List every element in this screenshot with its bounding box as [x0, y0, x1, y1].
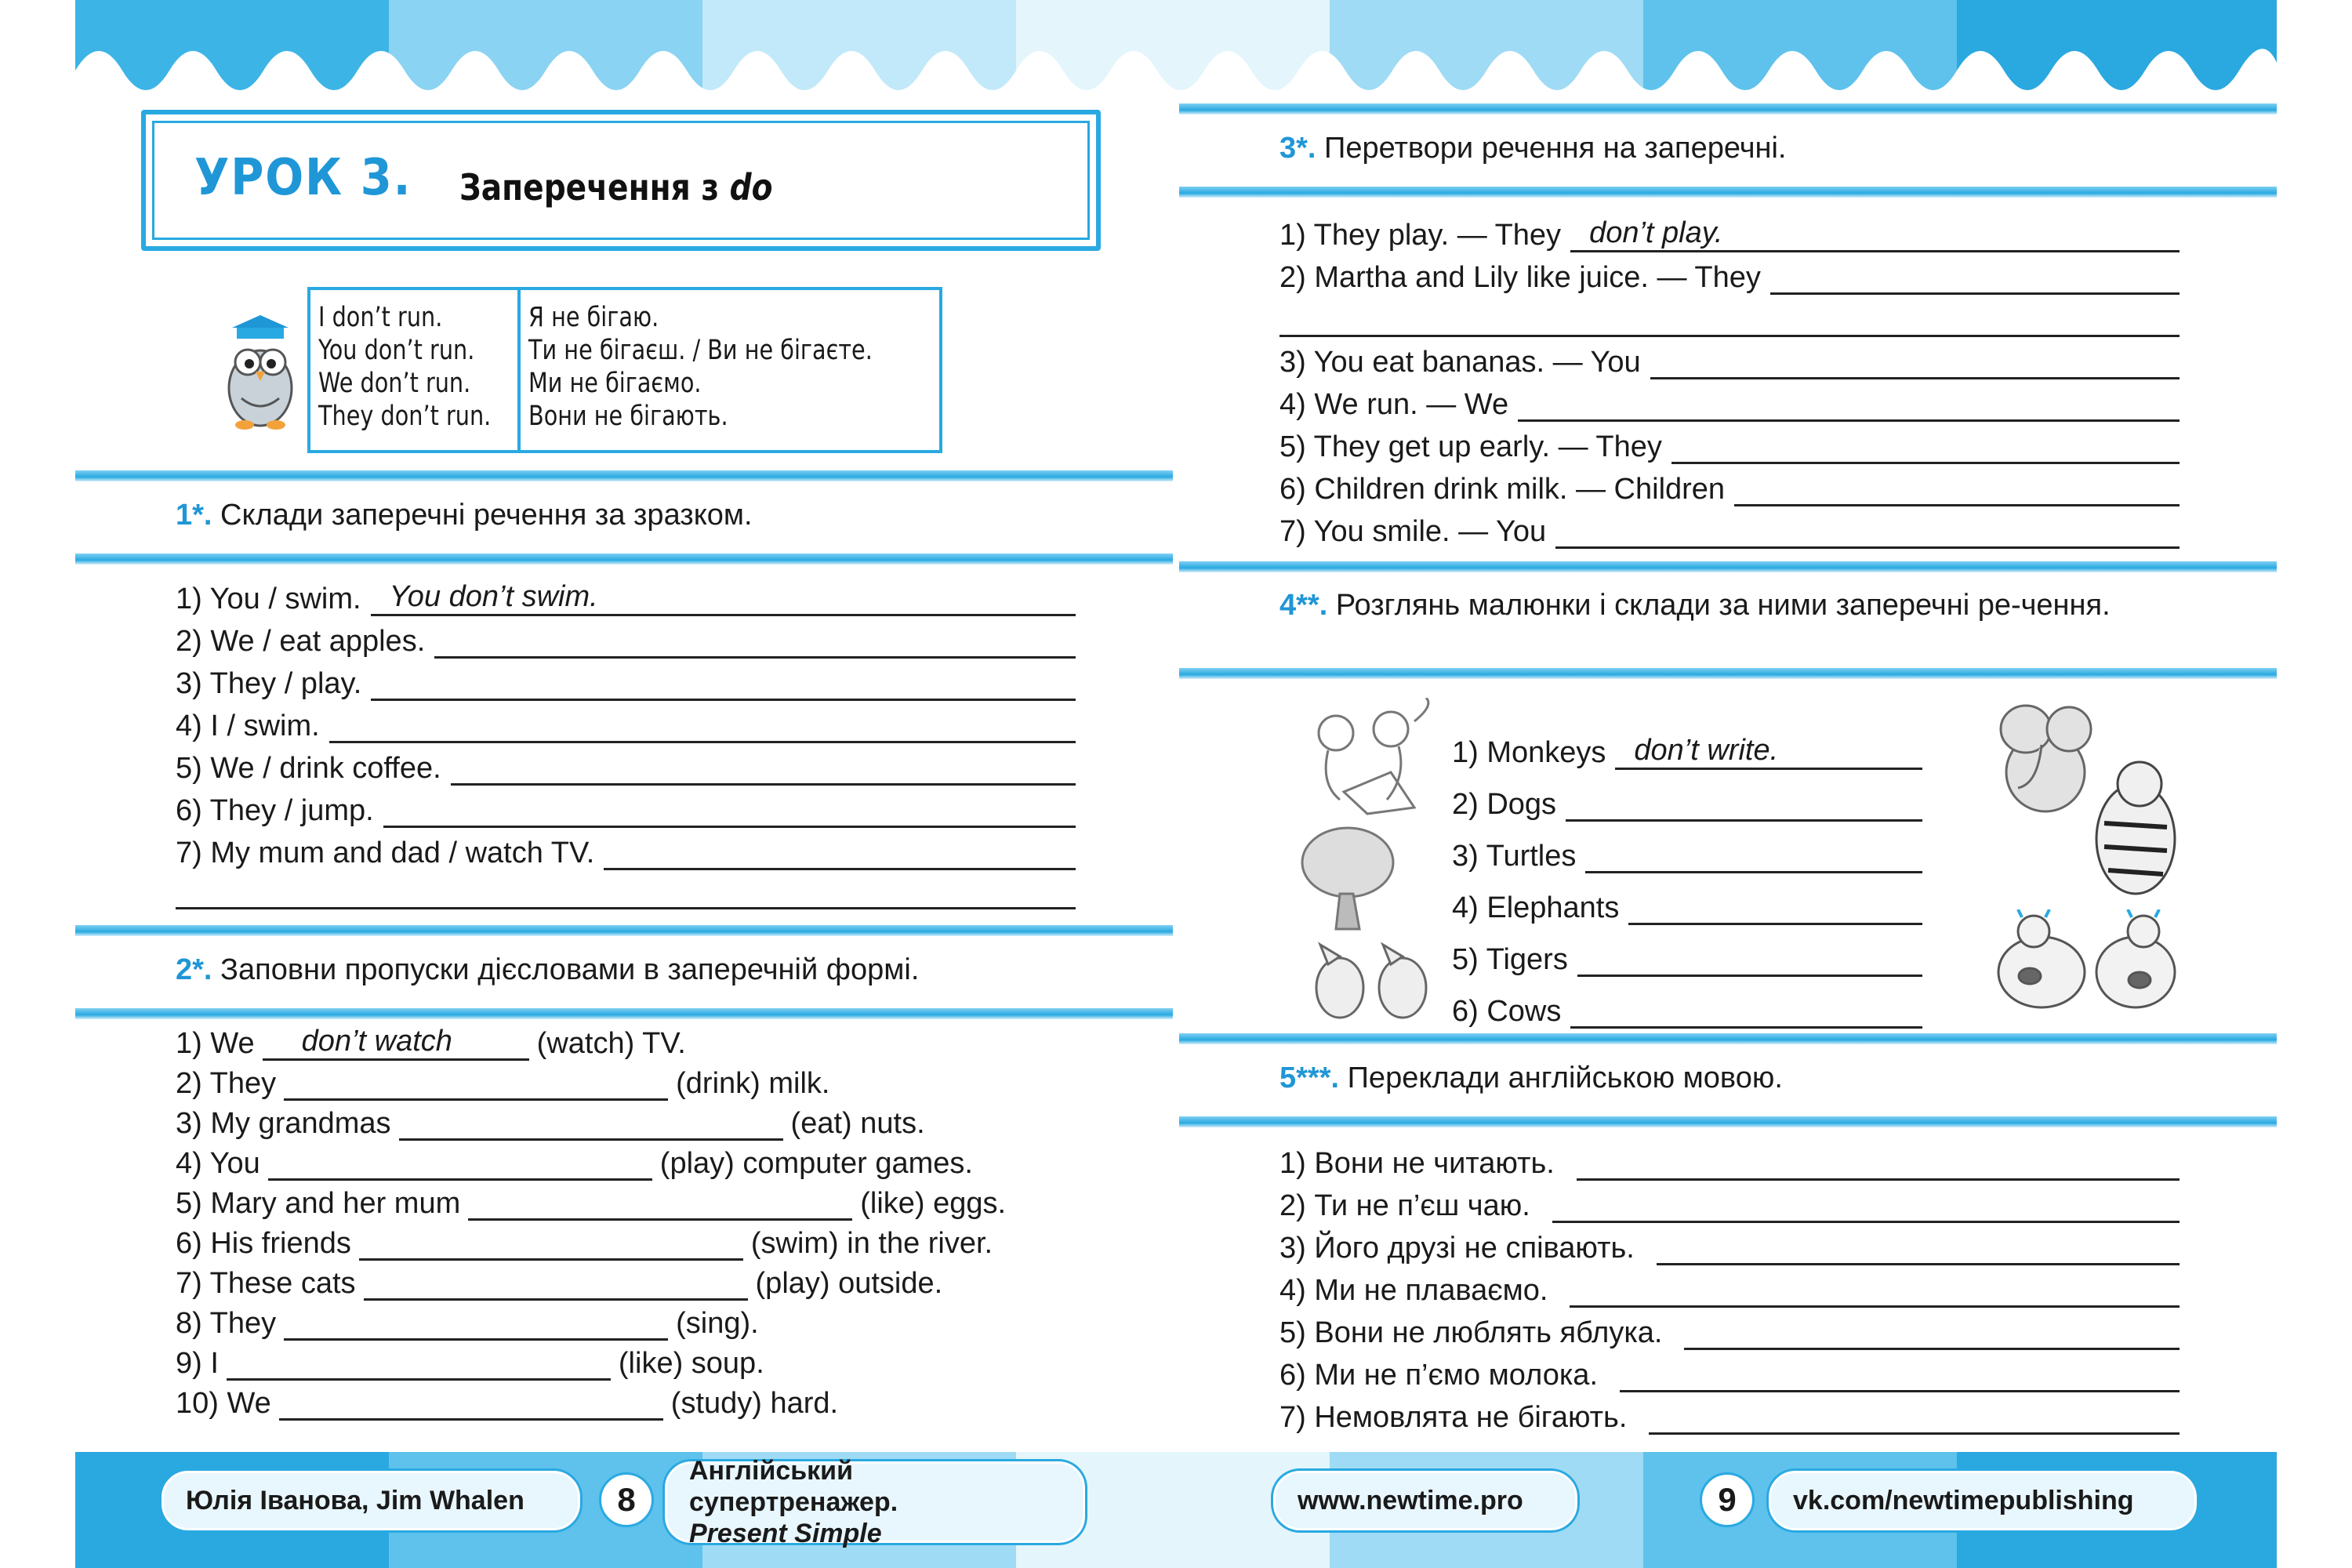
item-text: 6) His friends [176, 1227, 351, 1260]
answer-line[interactable] [604, 839, 1076, 870]
exercise-4-title [1279, 585, 2180, 626]
cows-picture-icon [1987, 909, 2190, 1019]
exercise-2-item [176, 1347, 1116, 1387]
item-text: (swim) in the river. [750, 1227, 993, 1260]
footer-book-line2: Present Simple [689, 1519, 882, 1548]
example-ukrainian-column [521, 290, 956, 450]
answer-line[interactable] [1570, 1276, 2180, 1308]
exercise-3-item [1279, 506, 2180, 549]
lesson-title [459, 166, 773, 209]
item-text: 4) Elephants [1452, 891, 1620, 924]
answer-gap[interactable] [263, 1025, 529, 1061]
answer-gap[interactable] [279, 1389, 663, 1421]
answer-line[interactable] [1734, 475, 2180, 506]
item-text: (like) eggs. [860, 1187, 1007, 1220]
answer-gap[interactable] [284, 1309, 668, 1341]
exercise-5-item [1279, 1181, 2180, 1223]
exercise-4-item [1452, 925, 1922, 977]
item-text: 1) We [176, 1027, 255, 1060]
example-ua-line: Я не бігаю. [528, 302, 659, 333]
item-text: 5) Mary and her mum [176, 1187, 461, 1220]
answer-line[interactable] [1585, 842, 1922, 873]
exercise-1-item [176, 828, 1076, 870]
exercise-2-item [176, 1187, 1116, 1227]
item-text: 3) Його друзі не співають. [1279, 1232, 1635, 1265]
exercise-4-instruction: Розглянь малюнки і склади за ними заперечні ре-чення. [1327, 589, 2111, 622]
exercise-5-title [1279, 1062, 1783, 1095]
exercise-5-instruction: Переклади англійською мовою. [1339, 1062, 1783, 1094]
monkeys-picture-icon [1297, 698, 1438, 815]
answer-line[interactable] [1566, 790, 1922, 822]
item-text: 2) Ти не п’єш чаю. [1279, 1189, 1530, 1222]
exercise-5-header [1179, 1033, 2277, 1127]
answer-line[interactable] [1620, 1361, 2180, 1392]
exercise-4-number: 4**. [1279, 589, 1328, 622]
exercise-5-item [1279, 1350, 2180, 1392]
exercise-1-item [176, 574, 1076, 616]
dogs-picture-icon [1305, 941, 1438, 1027]
exercise-1-item [176, 743, 1076, 786]
answer-line[interactable] [1555, 517, 2180, 549]
item-text: 3) You eat bananas. — You [1279, 346, 1641, 379]
answer-gap[interactable] [468, 1189, 852, 1221]
answer-line[interactable] [371, 580, 1076, 616]
exercise-4-header [1179, 561, 2277, 679]
exercise-2-header [75, 925, 1173, 1019]
answer-line[interactable] [1577, 946, 1922, 977]
lesson-number: УРОК 3. [194, 149, 412, 207]
footer-vk-link[interactable]: vk.com/newtimepublishing [1769, 1471, 2197, 1530]
answer-gap[interactable] [284, 1069, 668, 1101]
item-text: 5) We / drink coffee. [176, 752, 441, 785]
item-text: 2) Martha and Lily like juice. — They [1279, 261, 1761, 294]
lesson-title-word: do [729, 166, 773, 209]
answer-gap[interactable] [359, 1229, 743, 1261]
item-text: (drink) milk. [676, 1067, 830, 1100]
item-text: 6) They / jump. [176, 794, 374, 827]
extra-answer-line[interactable] [1279, 295, 2180, 337]
answer-gap[interactable] [364, 1269, 748, 1301]
exercise-2-number: 2*. [176, 953, 212, 986]
item-text: 1) Monkeys [1452, 736, 1606, 769]
exercise-4-item [1452, 770, 1922, 822]
item-text: 6) Children drink milk. — Children [1279, 473, 1726, 506]
item-text: (play) outside. [755, 1267, 943, 1300]
exercise-2-item [176, 1267, 1116, 1307]
answer-line[interactable] [451, 754, 1076, 786]
answer-line[interactable] [1628, 894, 1922, 925]
answer-line[interactable] [329, 712, 1076, 743]
exercise-2-instruction: Заповни пропуски дієсловами в заперечній формі. [212, 953, 920, 986]
example-ua-line: Ми не бігаємо. [528, 368, 702, 399]
answer-text: don’t write. [1634, 734, 1779, 767]
item-text: 7) Немовлята не бігають. [1279, 1401, 1628, 1434]
item-text: 6) Ми не п’ємо молока. [1279, 1359, 1598, 1392]
exercise-2-lines [176, 1027, 1116, 1427]
item-text: (sing). [676, 1307, 759, 1340]
exercise-2-item [176, 1027, 1116, 1067]
exercise-3-instruction: Перетвори речення на заперечні. [1316, 132, 1787, 165]
answer-gap[interactable] [227, 1349, 611, 1381]
item-text: 8) They [176, 1307, 277, 1340]
answer-line[interactable] [1518, 390, 2180, 422]
exercise-4-item [1452, 822, 1922, 873]
exercise-5-item [1279, 1265, 2180, 1308]
answer-line[interactable] [383, 797, 1076, 828]
exercise-5-lines [1279, 1138, 2180, 1435]
exercise-3-title [1279, 132, 1787, 165]
answer-line[interactable] [1770, 263, 2180, 295]
exercise-1-item [176, 616, 1076, 659]
exercise-3-item [1279, 337, 2180, 379]
footer-website-link[interactable]: www.newtime.pro [1273, 1471, 1577, 1530]
example-en-line: I don’t run. [318, 302, 443, 333]
item-text: (like) soup. [618, 1347, 764, 1380]
item-text: 2) We / eat apples. [176, 625, 426, 658]
item-text: 4) We run. — We [1279, 388, 1509, 421]
exercise-2-item [176, 1067, 1116, 1107]
answer-line[interactable] [1552, 1192, 2180, 1223]
exercise-1-instruction: Склади заперечні речення за зразком. [212, 499, 753, 532]
answer-line[interactable] [1657, 1234, 2180, 1265]
item-text: 1) You / swim. [176, 583, 361, 615]
item-text: (eat) nuts. [790, 1107, 925, 1140]
exercise-5-item [1279, 1392, 2180, 1435]
exercise-2-item [176, 1307, 1116, 1347]
answer-text: don’t watch [301, 1025, 452, 1058]
exercise-1-number: 1*. [176, 499, 212, 532]
exercise-3-item [1279, 210, 2180, 252]
exercise-2-title [176, 953, 919, 987]
footer-book-title [665, 1456, 1085, 1548]
exercise-1-item [176, 701, 1076, 743]
exercise-2-item [176, 1227, 1116, 1267]
exercise-2-item [176, 1107, 1116, 1147]
exercise-3-item [1279, 422, 2180, 464]
exercise-1-item [176, 786, 1076, 828]
item-text: 7) My mum and dad / watch TV. [176, 837, 595, 869]
exercise-5-item [1279, 1138, 2180, 1181]
page-number-right: 9 [1700, 1472, 1755, 1527]
item-text: 5) Вони не люблять яблука. [1279, 1316, 1663, 1349]
exercise-1-header [75, 470, 1173, 564]
item-text: 3) They / play. [176, 667, 362, 700]
item-text: 10) We [176, 1387, 271, 1420]
lesson-title-text: Заперечення з [459, 166, 730, 209]
answer-line[interactable] [1650, 348, 2180, 379]
answer-line[interactable] [1570, 997, 1922, 1029]
exercise-3-number: 3*. [1279, 132, 1316, 165]
answer-line[interactable] [1615, 734, 1922, 770]
exercise-3-header [1179, 103, 2277, 198]
example-en-line: They don’t run. [318, 401, 492, 432]
example-ua-line: Ти не бігаєш. / Ви не бігаєте. [528, 335, 873, 366]
example-english-column [310, 290, 521, 450]
exercise-1-lines [176, 574, 1076, 909]
lesson-title-frame [141, 110, 1101, 251]
exercise-2-item [176, 1147, 1116, 1187]
item-text: 5) Tigers [1452, 943, 1568, 976]
item-text: 7) These cats [176, 1267, 356, 1300]
example-en-line: We don’t run. [318, 368, 471, 399]
tree-picture-icon [1297, 823, 1399, 933]
answer-gap[interactable] [399, 1109, 783, 1141]
item-text: (study) hard. [670, 1387, 839, 1420]
item-text: 6) Cows [1452, 995, 1562, 1028]
exercise-5-item [1279, 1223, 2180, 1265]
answer-line[interactable] [1684, 1319, 2180, 1350]
item-text: 3) My grandmas [176, 1107, 391, 1140]
answer-line[interactable] [1649, 1403, 2180, 1435]
item-text: 7) You smile. — You [1279, 515, 1547, 548]
exercise-3-item [1279, 379, 2180, 422]
answer-text: You don’t swim. [389, 580, 598, 613]
exercise-4-item [1452, 873, 1922, 925]
right-page [1179, 0, 2277, 1450]
exercise-2-item [176, 1387, 1116, 1427]
item-text: (play) computer games. [659, 1147, 973, 1180]
answer-gap[interactable] [268, 1149, 652, 1181]
exercise-4-item [1452, 977, 1922, 1029]
item-text: 2) They [176, 1067, 277, 1100]
answer-line[interactable] [1570, 216, 2180, 252]
exercise-4-lines [1452, 718, 1922, 1029]
item-text: 2) Dogs [1452, 788, 1557, 821]
left-page [75, 0, 1173, 1450]
item-text: 1) Вони не читають. [1279, 1147, 1555, 1180]
exercise-3-lines [1279, 210, 2180, 549]
exercise-5-number: 5***. [1279, 1062, 1340, 1094]
exercise-3-item [1279, 252, 2180, 295]
item-text: 9) I [176, 1347, 219, 1380]
owl-mascot-icon [210, 314, 310, 431]
answer-line[interactable] [434, 627, 1076, 659]
example-en-line: You don’t run. [318, 335, 475, 366]
item-text: (watch) TV. [536, 1027, 686, 1060]
exercise-4-item [1452, 718, 1922, 770]
item-text: 4) Ми не плаваємо. [1279, 1274, 1548, 1307]
item-text: 1) They play. — They [1279, 219, 1562, 252]
extra-answer-line[interactable] [176, 870, 1076, 909]
exercise-3-item [1279, 464, 2180, 506]
footer-authors: Юлія Іванова, Jim Whalen [162, 1471, 580, 1530]
example-ua-line: Вони не бігають. [528, 401, 728, 432]
item-text: 4) You [176, 1147, 260, 1180]
tiger-picture-icon [2073, 753, 2190, 909]
item-text: 4) I / swim. [176, 710, 320, 742]
page-number-left: 8 [599, 1472, 654, 1527]
exercise-1-item [176, 659, 1076, 701]
answer-line[interactable] [1577, 1149, 2180, 1181]
answer-text: don’t play. [1589, 216, 1723, 249]
answer-line[interactable] [371, 670, 1076, 701]
footer-book-line1: Англійський супертренажер. [689, 1456, 898, 1517]
item-text: 5) They get up early. — They [1279, 430, 1662, 463]
item-text: 3) Turtles [1452, 840, 1577, 873]
answer-line[interactable] [1671, 433, 2180, 464]
exercise-5-item [1279, 1308, 2180, 1350]
example-table [307, 287, 942, 453]
exercise-1-title [176, 499, 753, 532]
